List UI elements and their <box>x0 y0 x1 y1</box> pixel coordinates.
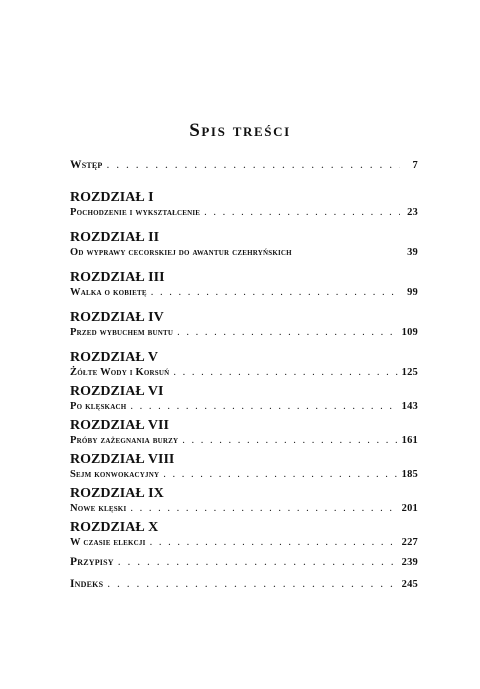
toc-page-number: 109 <box>401 327 418 338</box>
toc-entry <box>70 206 418 220</box>
dot-leader <box>163 468 397 482</box>
chapter-heading: ROZDZIAŁ III <box>70 270 165 285</box>
toc-page-number: 125 <box>401 367 418 378</box>
toc-entry-label: Indeks <box>70 578 104 590</box>
dot-leader <box>182 434 397 448</box>
toc-entry <box>70 246 418 260</box>
toc-entry-label: Przypisy <box>70 556 114 568</box>
toc-entry-index <box>70 577 418 592</box>
toc-entry <box>70 468 418 482</box>
chapter-heading: ROZDZIAŁ VI <box>70 384 164 399</box>
toc-page-number: 23 <box>407 207 418 218</box>
toc-entry-label: Po klęskach <box>70 401 127 412</box>
chapter-heading: ROZDZIAŁ VII <box>70 418 169 433</box>
dot-leader <box>107 158 400 172</box>
chapter-heading: ROZDZIAŁ II <box>70 230 160 245</box>
toc-page-number: 239 <box>401 557 418 568</box>
toc-page-number: 201 <box>401 503 418 514</box>
toc-page-number: 99 <box>407 287 418 298</box>
toc-entry <box>70 366 418 380</box>
chapter-block <box>70 520 418 550</box>
toc-entry <box>70 400 418 414</box>
chapter-block <box>70 190 418 220</box>
toc-page-number: 185 <box>401 469 418 480</box>
toc-entry <box>70 502 418 516</box>
toc-entry <box>70 326 418 340</box>
table-of-contents <box>70 158 418 592</box>
toc-entry-label: Walka o kobietę <box>70 287 147 298</box>
dot-leader <box>130 502 397 516</box>
dot-leader <box>151 286 400 300</box>
toc-entry-label: Próby zażegnania burzy <box>70 435 179 446</box>
toc-page-number: 245 <box>401 579 418 590</box>
toc-entry-footnotes <box>70 555 418 570</box>
toc-page-number: 143 <box>401 401 418 412</box>
chapter-heading: ROZDZIAŁ VIII <box>70 452 175 467</box>
chapter-heading: ROZDZIAŁ IX <box>70 486 164 501</box>
dot-leader <box>204 206 400 220</box>
toc-entry-label: W czasie elekcji <box>70 537 146 548</box>
chapter-block <box>70 270 418 300</box>
chapter-heading: ROZDZIAŁ V <box>70 350 159 365</box>
chapter-block <box>70 418 418 448</box>
page-title: Spis treści <box>189 120 291 141</box>
chapter-heading: ROZDZIAŁ IV <box>70 310 164 325</box>
chapter-block <box>70 230 418 260</box>
dot-leader <box>177 326 397 340</box>
toc-page-number: 7 <box>412 160 418 171</box>
dot-leader <box>173 366 397 380</box>
toc-entry-intro <box>70 158 418 173</box>
toc-entry-label: Wstęp <box>70 159 103 171</box>
toc-entry-label: Przed wybuchem buntu <box>70 327 174 338</box>
toc-entry-label: Żółte Wody i Korsuń <box>70 367 170 378</box>
toc-page-number: 161 <box>401 435 418 446</box>
dot-leader <box>150 536 398 550</box>
chapter-block <box>70 486 418 516</box>
chapter-block <box>70 384 418 414</box>
dot-leader <box>118 555 398 569</box>
chapter-heading: ROZDZIAŁ I <box>70 190 154 205</box>
toc-page-number: 227 <box>401 537 418 548</box>
toc-entry-label: Nowe klęski <box>70 503 127 514</box>
toc-entry-label: Od wyprawy cecorskiej do awantur czehryńskich <box>70 247 292 258</box>
dot-leader <box>130 400 397 414</box>
toc-entry <box>70 434 418 448</box>
toc-entry <box>70 536 418 550</box>
toc-entry-label: Sejm konwokacyjny <box>70 469 160 480</box>
toc-page-number: 39 <box>407 247 418 258</box>
chapter-block <box>70 310 418 340</box>
chapter-heading: ROZDZIAŁ X <box>70 520 159 535</box>
toc-entry-label: Pochodzenie i wykształcenie <box>70 207 201 218</box>
chapter-block <box>70 350 418 380</box>
chapter-block <box>70 452 418 482</box>
toc-entry <box>70 286 418 300</box>
dot-leader <box>107 577 397 591</box>
